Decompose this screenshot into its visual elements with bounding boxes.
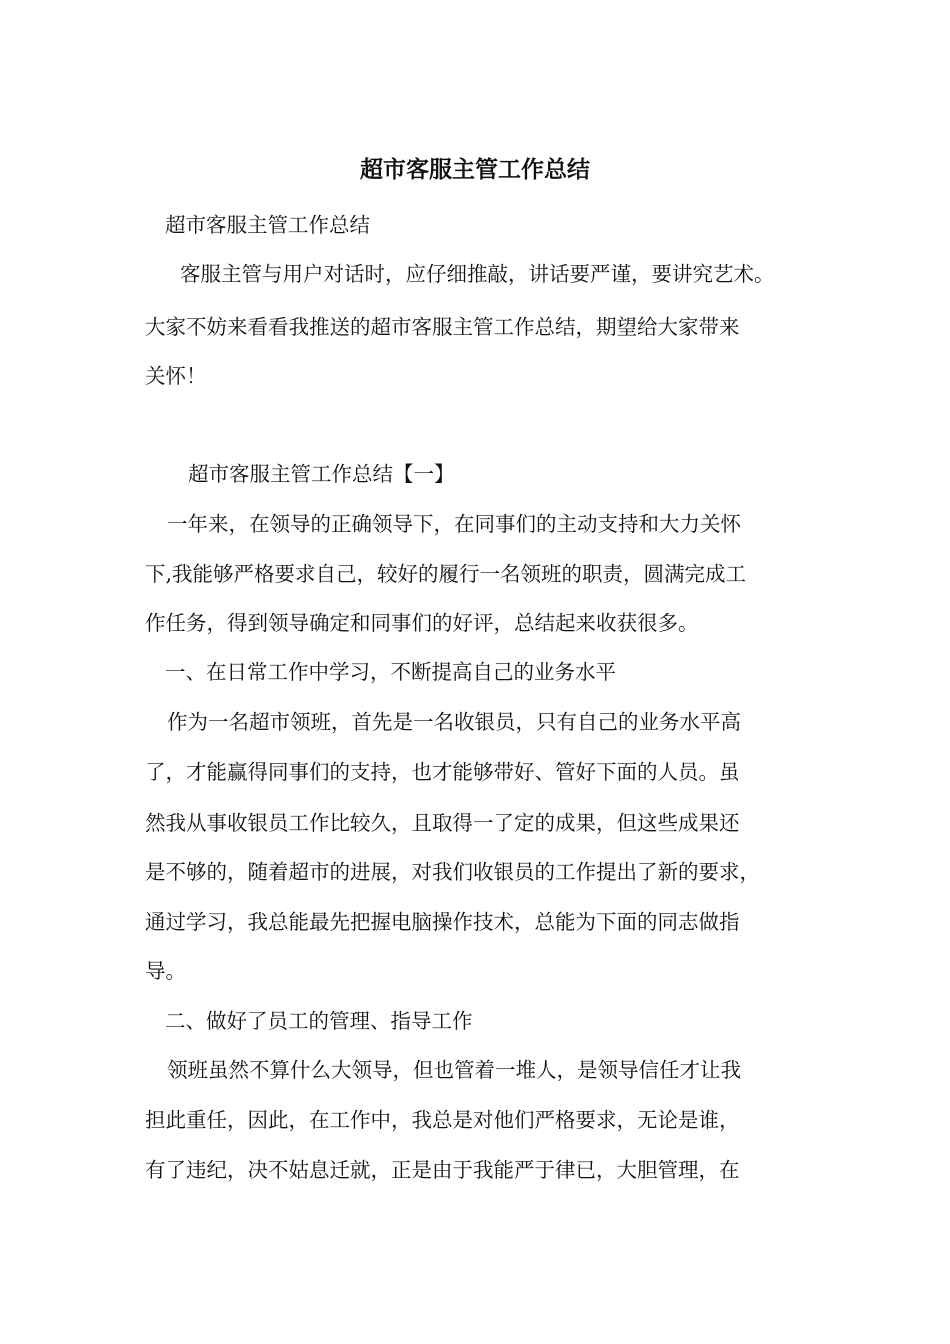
subheading: 一、在日常工作中学习，不断提高自己的业务水平 bbox=[165, 660, 616, 684]
body-line: 下,我能够严格要求自己，较好的履行一名领班的职责，圆满完成工 bbox=[145, 562, 747, 586]
body-line: 作为一名超市领班，首先是一名收银员，只有自己的业务水平高 bbox=[167, 710, 741, 734]
body-line: 了，才能赢得同事们的支持，也才能够带好、管好下面的人员。虽 bbox=[145, 760, 740, 784]
section-heading: 超市客服主管工作总结【一】 bbox=[188, 462, 455, 486]
intro-line: 客服主管与用户对话时，应仔细推敲，讲话要严谨，要讲究艺术。 bbox=[180, 262, 775, 286]
subheading: 二、做好了员工的管理、指导工作 bbox=[165, 1009, 473, 1033]
intro-line: 大家不妨来看看我推送的超市客服主管工作总结，期望给大家带来 bbox=[145, 315, 740, 339]
body-line: 是不够的，随着超市的进展，对我们收银员的工作提出了新的要求， bbox=[145, 860, 760, 884]
body-line: 通过学习，我总能最先把握电脑操作技术，总能为下面的同志做指 bbox=[145, 910, 740, 934]
body-line: 作任务，得到领导确定和同事们的好评，总结起来收获很多。 bbox=[145, 611, 699, 635]
body-line: 领班虽然不算什么大领导，但也管着一堆人，是领导信任才让我 bbox=[167, 1058, 741, 1082]
body-line: 导。 bbox=[145, 959, 186, 983]
body-line: 有了违纪，决不姑息迁就，正是由于我能严于律已，大胆管理，在 bbox=[145, 1158, 740, 1182]
body-line: 然我从事收银员工作比较久，且取得一了定的成果，但这些成果还 bbox=[145, 811, 740, 835]
body-line: 担此重任，因此，在工作中，我总是对他们严格要求，无论是谁， bbox=[145, 1108, 740, 1132]
document-title: 超市客服主管工作总结 bbox=[360, 156, 590, 183]
body-line: 一年来，在领导的正确领导下，在同事们的主动支持和大力关怀 bbox=[167, 512, 741, 536]
subtitle-line: 超市客服主管工作总结 bbox=[165, 213, 370, 237]
intro-line: 关怀！ bbox=[145, 364, 207, 388]
